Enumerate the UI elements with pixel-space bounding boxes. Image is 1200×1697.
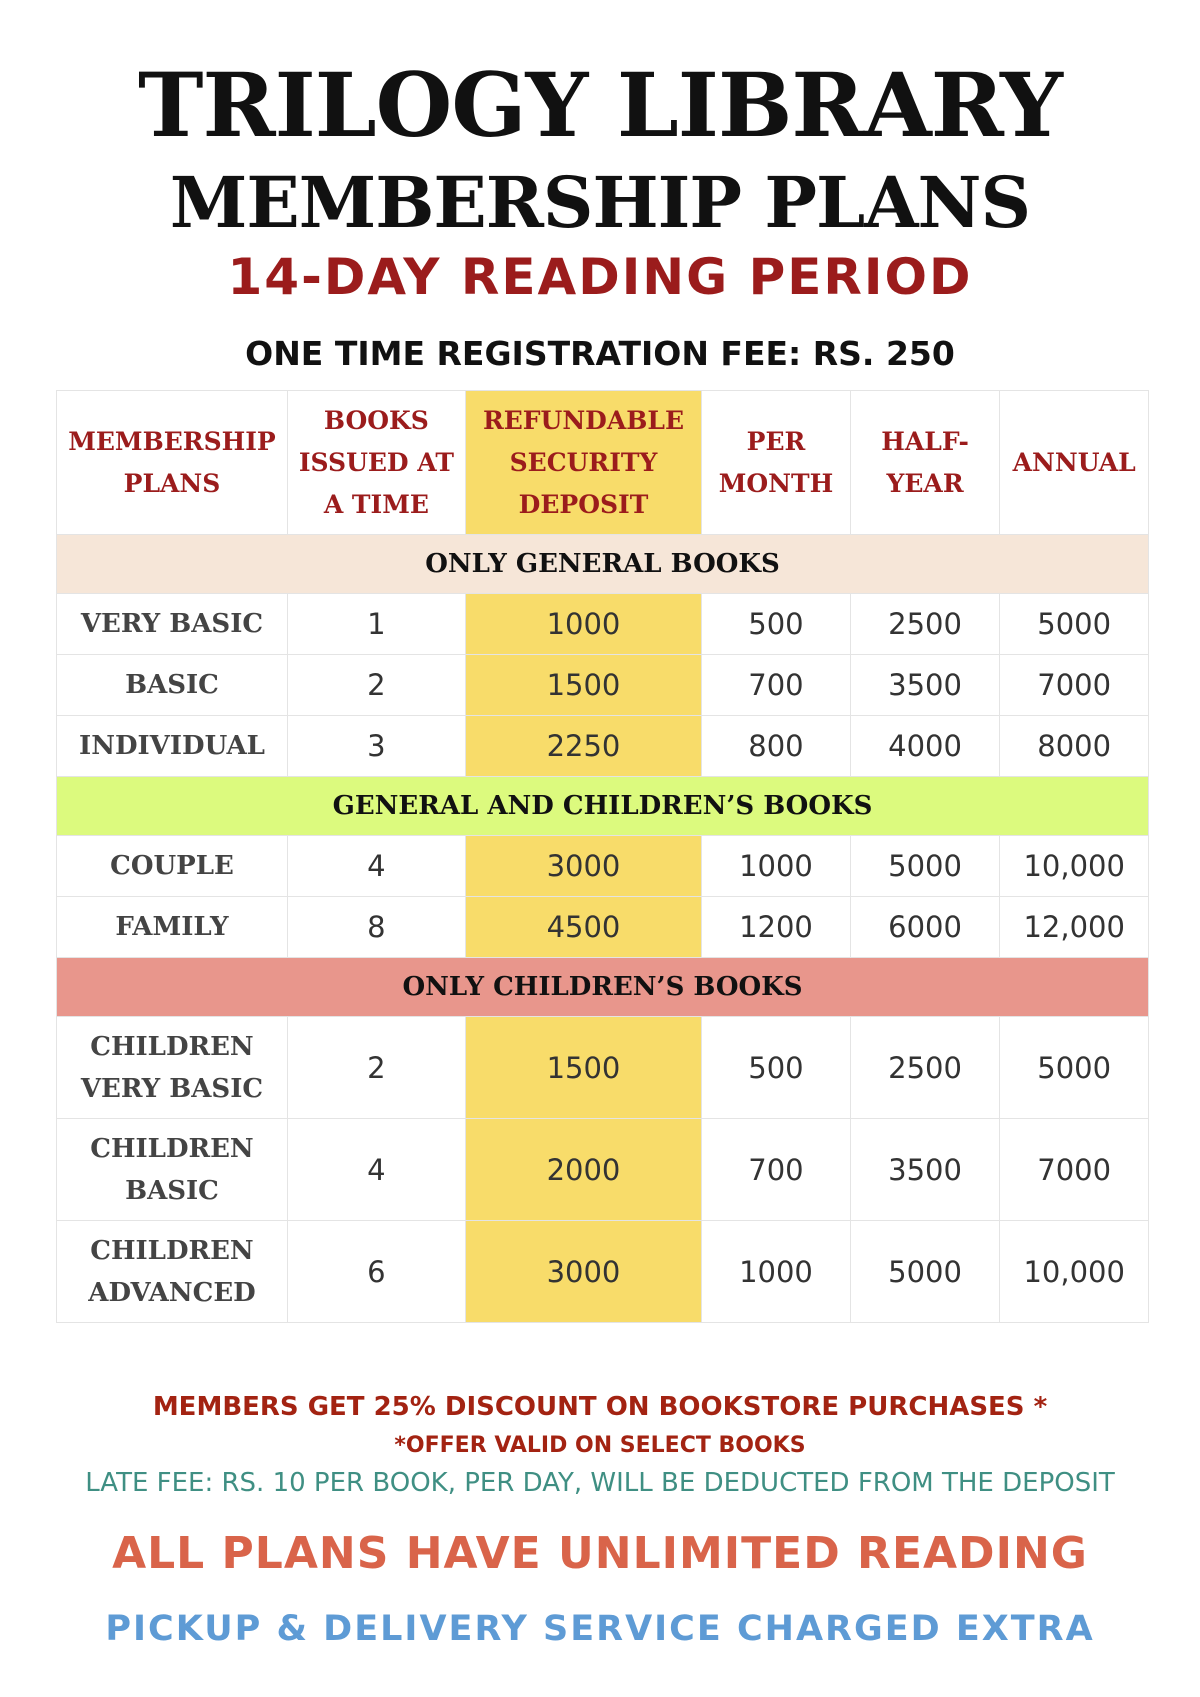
annual-cell: 5000: [1000, 594, 1149, 655]
books-cell: 8: [287, 897, 465, 958]
table-body: [57, 535, 1149, 1323]
annual-cell: 5000: [1000, 1017, 1149, 1119]
membership-plans-table: [56, 390, 1149, 1323]
deposit-cell: 4500: [465, 897, 701, 958]
column-header-month: PER MONTH: [702, 391, 851, 535]
column-header-annual: ANNUAL: [1000, 391, 1149, 535]
books-cell: 6: [287, 1221, 465, 1323]
table-header-row: [57, 391, 1149, 535]
half-year-cell: 6000: [850, 897, 1000, 958]
deposit-cell: 1500: [465, 1017, 701, 1119]
column-header-half-year: HALF-YEAR: [850, 391, 1000, 535]
table-row: [57, 655, 1149, 716]
per-month-cell: 800: [702, 716, 851, 777]
plan-name-cell: INDIVIDUAL: [57, 716, 288, 777]
per-month-cell: 1000: [702, 1221, 851, 1323]
table-row: [57, 1017, 1149, 1119]
table-row: [57, 1221, 1149, 1323]
deposit-cell: 2250: [465, 716, 701, 777]
annual-cell: 8000: [1000, 716, 1149, 777]
annual-cell: 12,000: [1000, 897, 1149, 958]
books-cell: 1: [287, 594, 465, 655]
half-year-cell: 2500: [850, 1017, 1000, 1119]
books-cell: 4: [287, 1119, 465, 1221]
section-header-row: [57, 958, 1149, 1017]
plan-name-cell: CHILDREN ADVANCED: [57, 1221, 288, 1323]
section-title: GENERAL AND CHILDREN’S BOOKS: [57, 777, 1149, 836]
table-row: [57, 836, 1149, 897]
unlimited-reading-note: ALL PLANS HAVE UNLIMITED READING: [112, 1528, 1088, 1579]
half-year-cell: 4000: [850, 716, 1000, 777]
half-year-cell: 5000: [850, 836, 1000, 897]
reading-period: 14-DAY READING PERIOD: [227, 248, 973, 306]
pickup-delivery-note: PICKUP & DELIVERY SERVICE CHARGED EXTRA: [105, 1609, 1095, 1649]
books-cell: 3: [287, 716, 465, 777]
section-title: ONLY GENERAL BOOKS: [57, 535, 1149, 594]
plan-name-cell: VERY BASIC: [57, 594, 288, 655]
deposit-cell: 3000: [465, 1221, 701, 1323]
half-year-cell: 5000: [850, 1221, 1000, 1323]
page-title: MEMBERSHIP PLANS: [169, 161, 1031, 244]
deposit-cell: 1500: [465, 655, 701, 716]
annual-cell: 10,000: [1000, 1221, 1149, 1323]
per-month-cell: 700: [702, 655, 851, 716]
deposit-cell: 2000: [465, 1119, 701, 1221]
half-year-cell: 2500: [850, 594, 1000, 655]
library-title: TRILOGY LIBRARY: [138, 53, 1062, 157]
annual-cell: 10,000: [1000, 836, 1149, 897]
per-month-cell: 500: [702, 594, 851, 655]
table-row: [57, 897, 1149, 958]
table-row: [57, 594, 1149, 655]
discount-note: MEMBERS GET 25% DISCOUNT ON BOOKSTORE PURCHASES *: [152, 1392, 1048, 1422]
books-cell: 4: [287, 836, 465, 897]
plan-name-cell: FAMILY: [57, 897, 288, 958]
books-cell: 2: [287, 655, 465, 716]
section-header-row: [57, 777, 1149, 836]
per-month-cell: 500: [702, 1017, 851, 1119]
section-title: ONLY CHILDREN’S BOOKS: [57, 958, 1149, 1017]
registration-fee: ONE TIME REGISTRATION FEE: RS. 250: [245, 334, 955, 373]
plan-name-cell: BASIC: [57, 655, 288, 716]
column-header-plans: MEMBERSHIP PLANS: [57, 391, 288, 535]
offer-note: *OFFER VALID ON SELECT BOOKS: [394, 1433, 806, 1458]
annual-cell: 7000: [1000, 655, 1149, 716]
annual-cell: 7000: [1000, 1119, 1149, 1221]
plan-name-cell: CHILDREN BASIC: [57, 1119, 288, 1221]
half-year-cell: 3500: [850, 1119, 1000, 1221]
column-header-deposit: REFUNDABLE SECURITY DEPOSIT: [465, 391, 701, 535]
deposit-cell: 1000: [465, 594, 701, 655]
table-row: [57, 1119, 1149, 1221]
section-header-row: [57, 535, 1149, 594]
plan-name-cell: CHILDREN VERY BASIC: [57, 1017, 288, 1119]
per-month-cell: 700: [702, 1119, 851, 1221]
per-month-cell: 1000: [702, 836, 851, 897]
deposit-cell: 3000: [465, 836, 701, 897]
late-fee-note: LATE FEE: RS. 10 PER BOOK, PER DAY, WILL BE DEDUCTED FROM THE DEPOSIT: [85, 1468, 1115, 1498]
table-row: [57, 716, 1149, 777]
books-cell: 2: [287, 1017, 465, 1119]
column-header-books: BOOKS ISSUED AT A TIME: [287, 391, 465, 535]
per-month-cell: 1200: [702, 897, 851, 958]
plan-name-cell: COUPLE: [57, 836, 288, 897]
half-year-cell: 3500: [850, 655, 1000, 716]
